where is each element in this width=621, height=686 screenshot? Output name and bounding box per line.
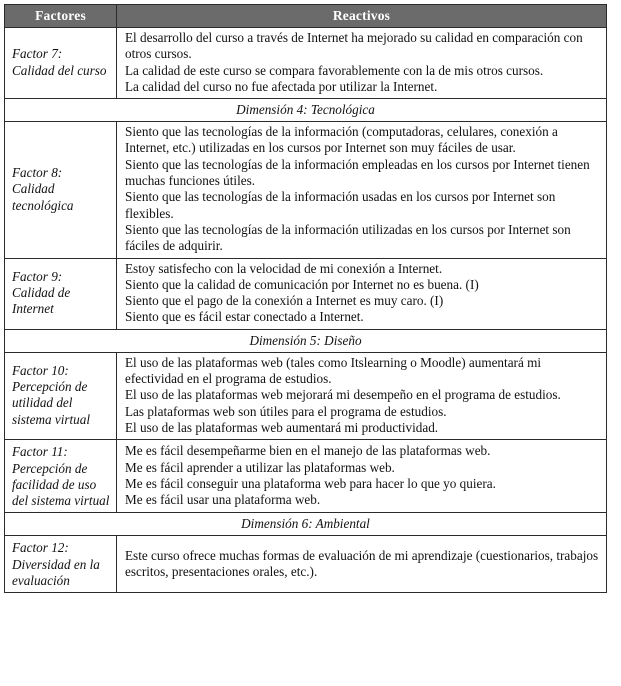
reactivo-item: Siento que el pago de la conexión a Internet es muy caro. (I) xyxy=(125,293,444,309)
reactivo-item: Me es fácil conseguir una plataforma web para hacer lo que yo quiera. xyxy=(125,475,496,491)
table-row xyxy=(5,536,607,593)
table-body xyxy=(5,28,607,593)
factor-label xyxy=(5,352,117,439)
factor-label xyxy=(5,258,117,329)
factor-label-line: Calidad del curso xyxy=(12,62,107,78)
factor-label-line: Calidad tecnológica xyxy=(12,181,74,213)
reactivo-item: Me es fácil usar una plataforma web. xyxy=(125,492,321,508)
reactivos-list xyxy=(117,352,607,439)
column-header-factores: Factores xyxy=(5,5,117,28)
dimension-row xyxy=(5,513,607,536)
reactivo-item: Siento que las tecnologías de la información (computadoras, celulares, conexión a Internet, etc.) utilizadas en los cursos por Internet son muy fáciles de usar. xyxy=(125,124,558,156)
reactivos-list xyxy=(117,536,607,593)
table-header xyxy=(5,5,607,28)
reactivo-item: El uso de las plataformas web (tales como Itslearning o Moodle) aumentará mi efectividad en el programa de estudios. xyxy=(125,354,542,387)
reactivo-item: Siento que las tecnologías de la información usadas en los cursos por Internet son flexibles. xyxy=(125,189,556,221)
column-header-reactivos: Reactivos xyxy=(117,5,607,28)
table-row xyxy=(5,122,607,258)
dimension-label: Dimensión 5: Diseño xyxy=(5,329,607,352)
factor-label xyxy=(5,536,117,593)
reactivo-item: La calidad de este curso se compara favorablemente con la de mis otros cursos. xyxy=(125,62,544,78)
dimension-label: Dimensión 6: Ambiental xyxy=(5,513,607,536)
factor-label-line: Factor 12: xyxy=(12,540,69,556)
factor-label-line: Factor 11: xyxy=(12,444,68,460)
reactivos-list xyxy=(117,28,607,99)
factor-label xyxy=(5,440,117,513)
reactivo-item: La calidad del curso no fue afectada por utilizar la Internet. xyxy=(125,78,438,94)
table-row xyxy=(5,28,607,99)
reactivo-item: Las plataformas web son útiles para el programa de estudios. xyxy=(125,403,447,419)
reactivo-item: Estoy satisfecho con la velocidad de mi conexión a Internet. xyxy=(125,260,443,276)
table-row xyxy=(5,352,607,439)
instrument-table xyxy=(4,4,607,593)
reactivo-item: El uso de las plataformas web aumentará mi productividad. xyxy=(125,419,439,435)
reactivo-item: Siento que las tecnologías de la información empleadas en los cursos por Internet tienen muchas funciones útiles. xyxy=(125,156,590,189)
factor-label-line: Factor 9: xyxy=(12,268,63,284)
reactivo-item: El uso de las plataformas web mejorará mi desempeño en el programa de estudios. xyxy=(125,387,561,403)
reactivo-item: Siento que la calidad de comunicación por Internet no es buena. (I) xyxy=(125,276,479,292)
reactivo-item: Me es fácil desempeñarme bien en el manejo de las plataformas web. xyxy=(125,443,491,459)
factor-label-line: Percepción de utilidad del sistema virtual xyxy=(12,379,91,427)
dimension-row xyxy=(5,329,607,352)
table-header-row xyxy=(5,5,607,28)
factor-label-line: Calidad de Internet xyxy=(12,285,71,317)
reactivo-item: Siento que las tecnologías de la información utilizadas en los cursos por Internet son fáciles de adquirir. xyxy=(125,221,571,254)
factor-label-line: Factor 10: xyxy=(12,362,69,378)
factor-label-line: Factor 7: xyxy=(12,46,63,62)
dimension-label: Dimensión 4: Tecnológica xyxy=(5,99,607,122)
instrument-table-container xyxy=(4,4,606,593)
reactivo-item: Siento que es fácil estar conectado a Internet. xyxy=(125,309,364,325)
reactivo-item: Este curso ofrece muchas formas de evaluación de mi aprendizaje (cuestionarios, trabajos escritos, presentaciones orales, etc.). xyxy=(125,547,599,579)
table-row xyxy=(5,258,607,329)
reactivos-list xyxy=(117,258,607,329)
table-row xyxy=(5,440,607,513)
reactivos-list xyxy=(117,440,607,513)
reactivo-item: Me es fácil aprender a utilizar las plataformas web. xyxy=(125,459,395,475)
dimension-row xyxy=(5,99,607,122)
factor-label-line: Percepción de facilidad de uso del sistema virtual xyxy=(12,460,110,509)
factor-label-line: Diversidad en la evaluación xyxy=(12,556,100,589)
reactivos-list xyxy=(117,122,607,258)
factor-label xyxy=(5,28,117,99)
factor-label xyxy=(5,122,117,258)
reactivo-item: El desarrollo del curso a través de Internet ha mejorado su calidad en comparación con otros cursos. xyxy=(125,30,583,62)
factor-label-line: Factor 8: xyxy=(12,164,63,180)
